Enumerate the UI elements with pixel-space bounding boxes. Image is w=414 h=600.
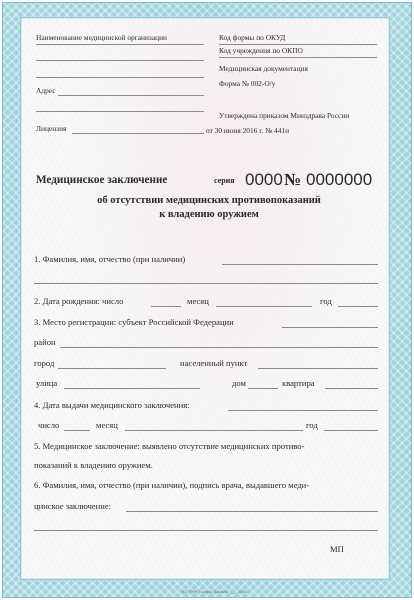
city-label: город: [34, 358, 55, 368]
doctor-signature-line: [126, 511, 378, 512]
series-label: серия: [214, 176, 235, 185]
approval-date: от 30 июня 2016 г. № 441н: [206, 126, 290, 135]
house-label: дом: [232, 378, 246, 388]
doc-type-label: Медицинская документация: [219, 64, 308, 73]
org-name-line: [36, 44, 204, 45]
birth-day-line: [151, 306, 181, 307]
form-number: Форма № 002-О/у: [219, 79, 276, 88]
birth-month-line: [216, 306, 312, 307]
license-label: Лицензия: [36, 124, 67, 133]
issue-year-label: год: [306, 420, 318, 430]
printer-imprint: АО "ПФК" Госзнак" Заказ № ____ 2016 г.: [182, 590, 250, 594]
issue-day-line: [64, 430, 90, 431]
settlement-line: [258, 368, 378, 369]
license-line: [72, 133, 204, 134]
subtitle-line-2: к владению оружием: [159, 209, 259, 220]
region-line: [282, 327, 378, 328]
birth-year-label: год: [320, 296, 332, 306]
number-value: 0000000: [306, 170, 373, 189]
district-label: район: [34, 337, 56, 347]
okud-line: [219, 44, 377, 45]
address-line: [58, 95, 204, 96]
full-name-line: [222, 264, 378, 265]
apartment-label: квартира: [282, 378, 315, 388]
birth-month-label: месяц: [187, 296, 209, 306]
org-name-line-2: [36, 60, 204, 61]
field-doctor-line-1: 6. Фамилия, имя, отчество (при наличии), подпись врача, выдавшего меди-: [34, 480, 310, 490]
issue-year-line: [324, 430, 378, 431]
address-label: Адрес: [36, 86, 56, 95]
stamp-place-label: МП: [330, 544, 344, 554]
city-line: [58, 368, 166, 369]
full-name-line-2: [34, 283, 378, 284]
field-registration-label: 3. Место регистрации: субъект Российской Федерации: [34, 317, 234, 327]
street-label: улица: [36, 378, 58, 388]
district-line: [60, 347, 378, 348]
okpo-label: Код учреждения по ОКПО: [219, 46, 303, 55]
subtitle-line-1: об отсутствии медицинских противопоказаний: [97, 195, 321, 206]
field-doctor-line-2: цинское заключение:: [34, 501, 112, 511]
doctor-signature-line-2: [34, 530, 378, 531]
okpo-line: [219, 57, 377, 58]
issue-day-label: число: [38, 420, 60, 430]
field-conclusion-line-1: 5. Медицинское заключение: выявлено отсутствие медицинских противо-: [34, 441, 305, 451]
number-sign: №: [284, 170, 302, 189]
issue-month-label: месяц: [96, 420, 118, 430]
address-line-2: [36, 111, 204, 112]
settlement-label: населенный пункт: [180, 358, 248, 368]
org-name-line-3: [36, 77, 204, 78]
birth-year-line: [338, 306, 378, 307]
field-birth-date-label: 2. Дата рождения: число: [34, 296, 124, 306]
house-line: [248, 388, 278, 389]
series-value: 0000: [245, 170, 283, 189]
org-name-label: Наименование медицинской организации: [36, 33, 168, 42]
field-issue-date-label: 4. Дата выдачи медицинского заключения:: [34, 400, 190, 410]
apartment-line: [325, 388, 378, 389]
approval-text: Утверждена приказом Минздрава России: [219, 111, 350, 120]
field-conclusion-line-2: показаний к владению оружием.: [34, 460, 153, 470]
okud-label: Код формы по ОКУД: [219, 33, 286, 42]
field-full-name-label: 1. Фамилия, имя, отчество (при наличии): [34, 254, 186, 264]
street-line: [64, 388, 200, 389]
document-title: Медицинское заключение: [36, 174, 168, 186]
issue-month-line: [125, 430, 303, 431]
issue-date-line: [228, 410, 378, 411]
